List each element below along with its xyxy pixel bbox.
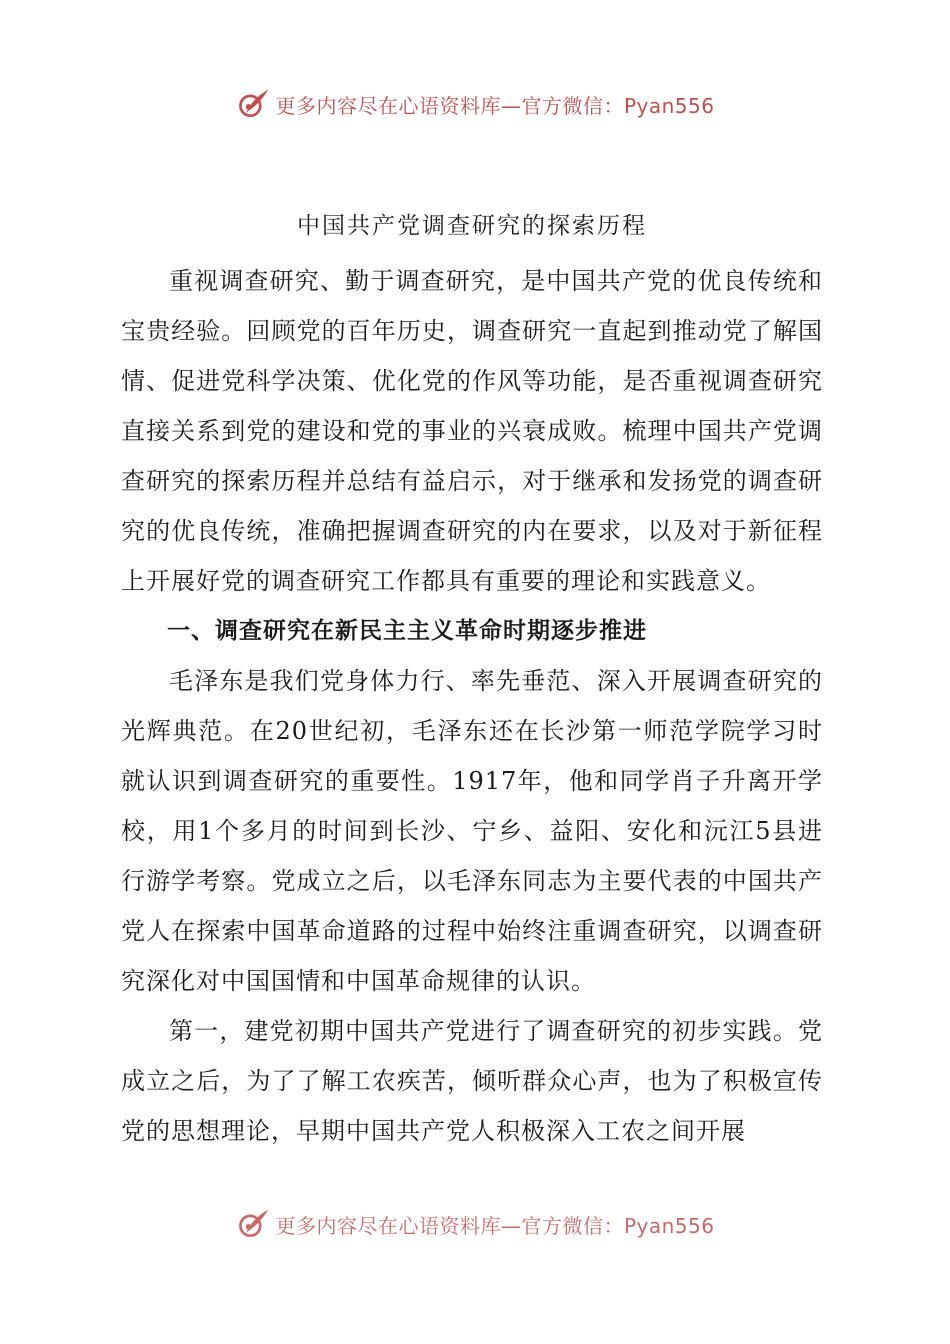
header-watermark	[0, 86, 950, 122]
watermark-text: 更多内容尽在心语资料库—官方微信：Pyan556	[275, 1213, 715, 1238]
section-heading: 一、调查研究在新民主主义革命时期逐步推进	[167, 618, 647, 644]
section-paragraph: 第一，建党初期中国共产党进行了调查研究的初步实践。党成立之后，为了了解工农疾苦，倾听群众心声，也为了积极宣传党的思想理论，早期中国共产党人积极深入工农之间开展	[121, 1017, 823, 1145]
watermark-text: 更多内容尽在心语资料库—官方微信：Pyan556	[275, 93, 715, 118]
quill-circle-icon	[235, 86, 271, 122]
document-title: 中国共产党调查研究的探索历程	[297, 213, 647, 239]
footer-watermark	[0, 1206, 950, 1242]
intro-paragraph: 重视调查研究、勤于调查研究，是中国共产党的优良传统和宝贵经验。回顾党的百年历史，调查研究一直起到推动党了解国情、促进党科学决策、优化党的作风等功能，是否重视调查研究直接关系到党的建设和党的事业的兴衰成败。梳理中国共产党调查研究的探索历程并总结有益启示，对于继承和发扬党的调查研究的优良传统，准确把握调查研究的内在要求，以及对于新征程上开展好党的调查研究工作都具有重要的理论和实践意义。	[121, 267, 823, 595]
quill-circle-icon	[235, 1206, 271, 1242]
document-body	[121, 206, 823, 1156]
section-paragraph: 毛泽东是我们党身体力行、率先垂范、深入开展调查研究的光辉典范。在20世纪初，毛泽东还在长沙第一师范学院学习时就认识到调查研究的重要性。1917年，他和同学肖子升离开学校，用1个多月的时间到长沙、宁乡、益阳、安化和沅江5县进行游学考察。党成立之后，以毛泽东同志为主要代表的中国共产党人在探索中国革命道路的过程中始终注重调查研究，以调查研究深化对中国国情和中国革命规律的认识。	[121, 667, 823, 995]
